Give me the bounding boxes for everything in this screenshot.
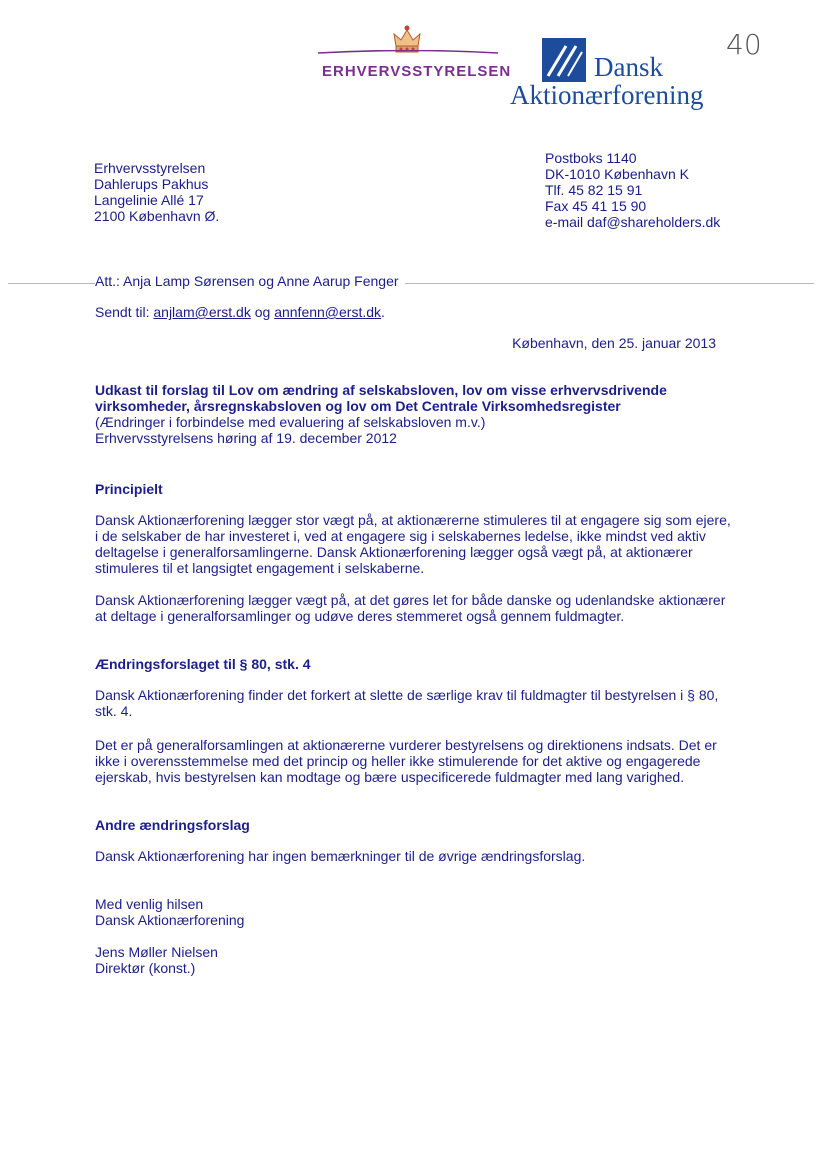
heading-aendringsforslag-80: Ændringsforslaget til § 80, stk. 4 <box>95 656 311 672</box>
handwritten-page-number: 40 <box>726 28 762 61</box>
erst-logo-rule <box>318 50 498 54</box>
recipient-line: Dahlerups Pakhus <box>94 176 209 192</box>
paragraph-aendring-1: Dansk Aktionærforening finder det forkert at slette de særlige krav til fuldmagter til bestyrelsen i § 80, stk. 4. <box>95 687 719 719</box>
sent-to-line <box>95 304 385 320</box>
email-link-anjlam[interactable]: anjlam@erst.dk <box>153 304 251 320</box>
heading-principielt: Principielt <box>95 481 163 497</box>
sent-to-joiner: og <box>250 304 275 320</box>
subject-block <box>95 382 755 446</box>
letter-date: København, den 25. januar 2013 <box>512 335 716 351</box>
subject-hearing: Erhvervsstyrelsens høring af 19. december 2012 <box>95 430 397 446</box>
email-link-annfenn[interactable]: annfenn@erst.dk <box>274 304 382 320</box>
signatory-name: Jens Møller Nielsen <box>95 944 218 960</box>
recipient-line: 2100 København Ø. <box>94 208 220 224</box>
paragraph-andre-1: Dansk Aktionærforening har ingen bemærkninger til de øvrige ændringsforslag. <box>95 848 586 864</box>
closing-org: Dansk Aktionærforening <box>95 912 245 928</box>
subject-title-line2: virksomheder, årsregnskabsloven og lov om Det Centrale Virksomhedsregister <box>95 398 621 414</box>
recipient-line: Erhvervsstyrelsen <box>94 160 206 176</box>
sender-line: Fax 45 41 15 90 <box>545 198 647 214</box>
sender-line: Tlf. 45 82 15 91 <box>545 182 643 198</box>
subject-title-line1: Udkast til forslag til Lov om ændring af selskabsloven, lov om visse erhvervsdrivende <box>95 382 667 398</box>
sender-address <box>545 150 720 230</box>
paragraph-aendring-2: Det er på generalforsamlingen at aktionærerne vurderer bestyrelsens og direktionens indsats. Det er ikke i overensstemmelse med det princip og heller ikke stimulerende for det aktive og engagerede ejerskab, hvis bestyrelsen kan modtage og bære uspecificerede fuldmagter med lang varighed. <box>95 737 717 785</box>
recipient-address <box>94 160 219 224</box>
daf-logo-text-line1: Dansk <box>594 52 663 82</box>
signatory-title: Direktør (konst.) <box>95 960 196 976</box>
daf-logo-text-line2: Aktionærforening <box>510 80 704 110</box>
closing-greeting: Med venlig hilsen <box>95 896 204 912</box>
sender-line: e-mail daf@shareholders.dk <box>545 214 721 230</box>
signatory-block <box>95 944 218 976</box>
subject-note: (Ændringer i forbindelse med evaluering af selskabsloven m.v.) <box>95 414 486 430</box>
recipient-line: Langelinie Allé 17 <box>94 192 204 208</box>
sent-to-label: Sendt til: <box>95 304 154 320</box>
paragraph-principielt-2: Dansk Aktionærforening lægger vægt på, at det gøres let for både danske og udenlandske aktionærer at deltage i generalforsamlinger og udøve deres stemmeret også gennem fuldmagter. <box>95 592 726 624</box>
sent-to-suffix: . <box>381 304 385 320</box>
erst-logo-text: ERHVERVSSTYRELSEN <box>322 63 512 80</box>
heading-andre-aendringsforslag: Andre ændringsforslag <box>95 817 250 833</box>
daf-logo-icon <box>542 38 586 82</box>
sender-line: DK-1010 København K <box>545 166 689 182</box>
paragraph-principielt-1: Dansk Aktionærforening lægger stor vægt på, at aktionærerne stimuleres til at engagere sig som ejere, i de selskaber de har investeret i, ved at engagere sig i selskabernes ledelse, ikke mindst ved aktiv deltagelse i generalforsamlingerne. Dansk Aktionærforening lægger også vægt på, at aktionærer stimuleres til et langsigtet engagement i selskaberne. <box>95 512 731 576</box>
sender-line: Postboks 1140 <box>545 150 637 166</box>
closing-block <box>95 896 244 928</box>
attention-line: Att.: Anja Lamp Sørensen og Anne Aarup Fenger <box>95 273 405 289</box>
